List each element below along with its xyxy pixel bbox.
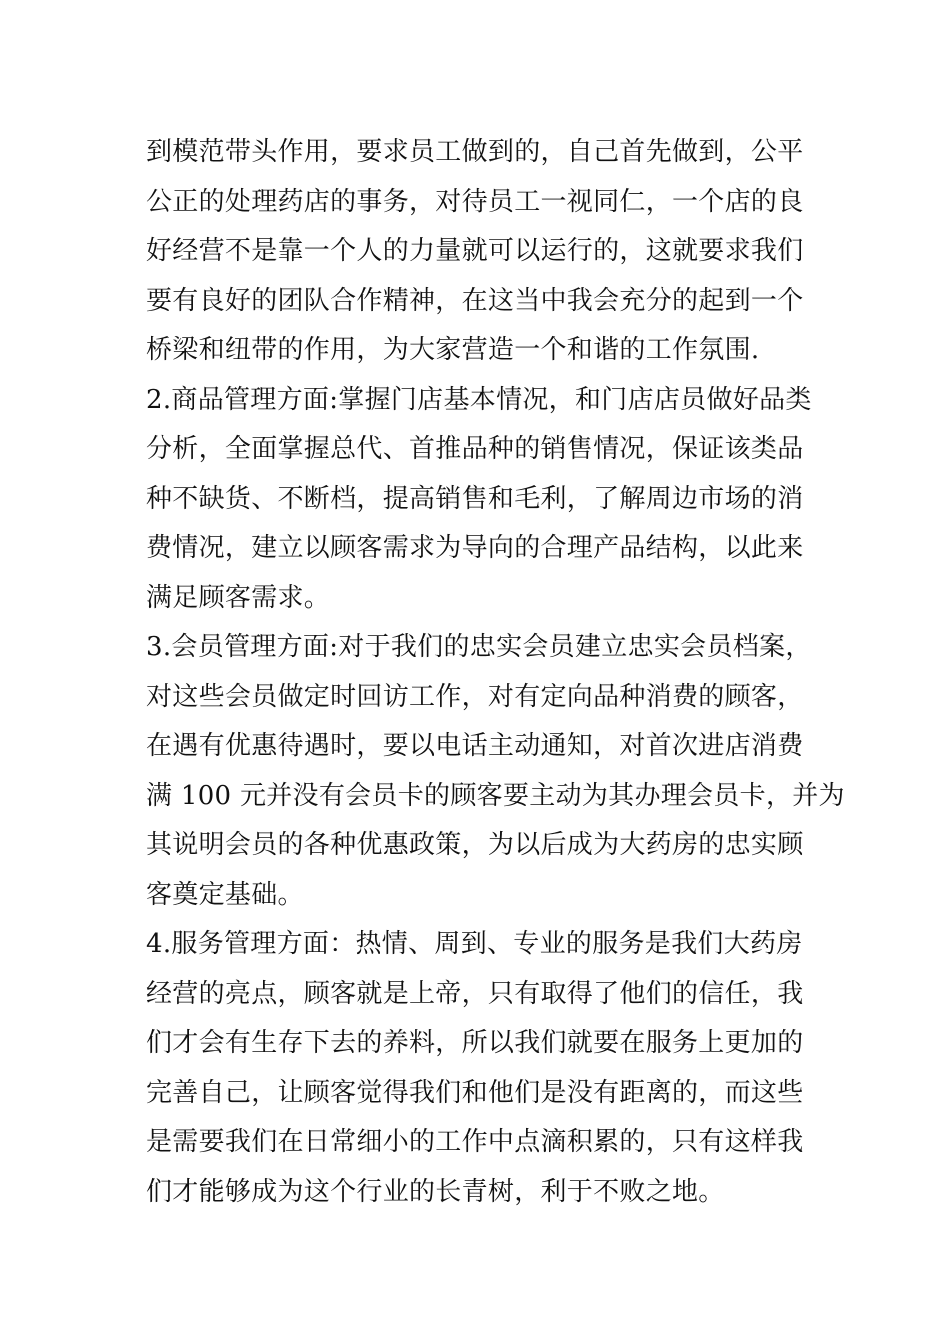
text-line: 完善自己，让顾客觉得我们和他们是没有距离的，而这些 [146, 1077, 804, 1108]
text-line: 其说明会员的各种优惠政策，为以后成为大药房的忠实顾 [146, 830, 804, 860]
body-text [146, 128, 845, 1217]
text-line: 对这些会员做定时回访工作，对有定向品种消费的顾客， [146, 681, 804, 712]
text-line: 桥梁和纽带的作用，为大家营造一个和谐的工作氛围. [146, 335, 760, 365]
text-line: 是需要我们在日常细小的工作中点滴积累的，只有这样我 [146, 1127, 804, 1157]
text-line: 客奠定基础。 [146, 879, 304, 910]
text-line: 公正的处理药店的事务，对待员工一视同仁，一个店的良 [146, 186, 804, 217]
text-line: 3.会员管理方面:对于我们的忠实会员建立忠实会员档案， [146, 632, 812, 662]
text-line: 要有良好的团队合作精神，在这当中我会充分的起到一个 [146, 285, 804, 316]
text-line: 在遇有优惠待遇时，要以电话主动通知，对首次进店消费 [146, 731, 804, 761]
text-line: 4.服务管理方面：热情、周到、专业的服务是我们大药房 [146, 929, 803, 959]
text-line: 费情况，建立以顾客需求为导向的合理产品结构，以此来 [146, 533, 804, 563]
text-line: 2.商品管理方面:掌握门店基本情况，和门店店员做好品类 [146, 384, 812, 415]
text-line: 好经营不是靠一个人的力量就可以运行的，这就要求我们 [146, 236, 804, 266]
text-line: 种不缺货、不断档，提高销售和毛利，了解周边市场的消 [146, 483, 804, 514]
text-line: 经营的亮点，顾客就是上帝，只有取得了他们的信任，我 [146, 978, 804, 1009]
text-line: 们才会有生存下去的养料，所以我们就要在服务上更加的 [146, 1028, 804, 1058]
text-line: 到模范带头作用，要求员工做到的，自己首先做到，公平 [146, 137, 804, 167]
text-line: 满足顾客需求。 [146, 582, 331, 613]
text-line: 满 100 元并没有会员卡的顾客要主动为其办理会员卡，并为 [146, 780, 845, 811]
text-line: 分析，全面掌握总代、首推品种的销售情况，保证该类品 [146, 434, 804, 464]
text-line: 们才能够成为这个行业的长青树，利于不败之地。 [146, 1176, 725, 1207]
